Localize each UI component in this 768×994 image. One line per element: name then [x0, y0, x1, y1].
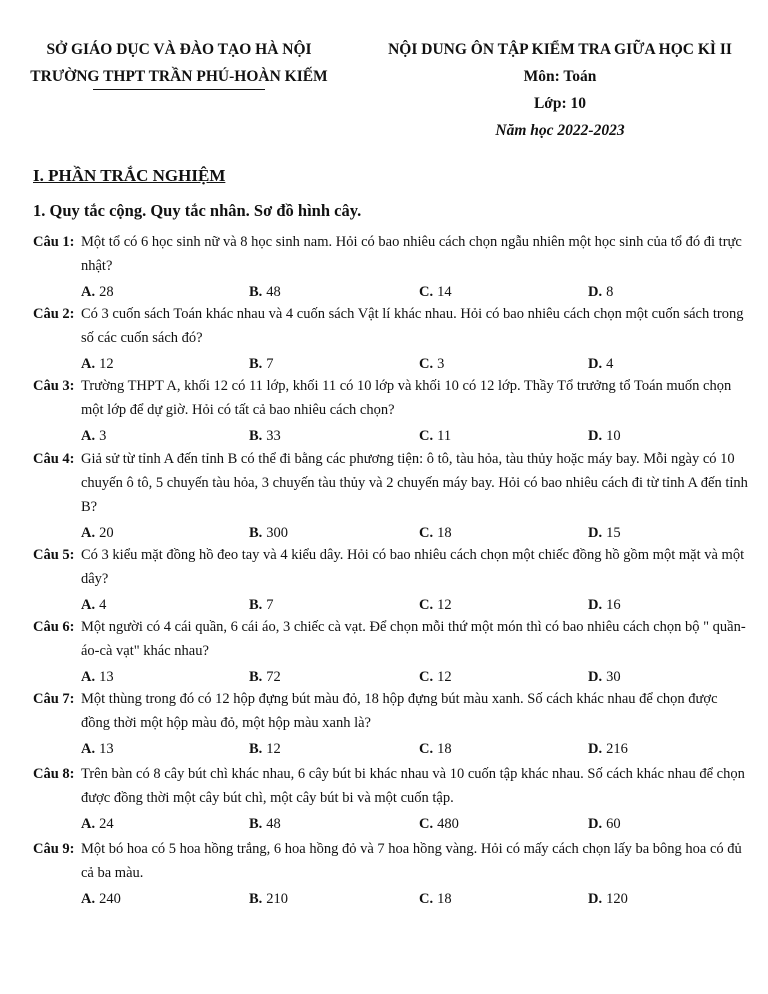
question-3	[33, 374, 748, 450]
answer-c: C. 480	[419, 816, 459, 832]
answer-a: A. 240	[81, 891, 121, 907]
answer-c: C. 14	[419, 284, 452, 300]
answer-d: D. 15	[588, 525, 621, 541]
answer-d: D. 60	[588, 816, 621, 832]
answer-b: B. 300	[249, 525, 289, 541]
header-left	[18, 36, 340, 90]
question-text: Một tổ có 6 học sinh nữ và 8 học sinh nam. Hỏi có bao nhiêu cách chọn ngẫu nhiên một học sinh của tổ đó đi trực nhật?	[81, 234, 742, 274]
question-text: Một thùng trong đó có 12 hộp đựng bút màu đỏ, 18 hộp đựng bút màu xanh. Số cách khác nhau để chọn được đồng thời một hộp màu đỏ, một hộp màu xanh là?	[81, 691, 718, 731]
question-text: Trên bàn có 8 cây bút chì khác nhau, 6 cây bút bi khác nhau và 10 cuốn tập khác nhau. Số cách khác nhau để chọn được đồng thời một cây bút chì, một cây bút bi và một cuốn tập.	[81, 766, 745, 806]
answer-b: B. 48	[249, 284, 281, 300]
answer-d: D. 8	[588, 284, 614, 300]
answer-d: D. 16	[588, 597, 621, 613]
answer-d: D. 10	[588, 428, 621, 444]
question-text: Trường THPT A, khối 12 có 11 lớp, khối 11 có 10 lớp và khối 10 có 12 lớp. Thầy Tổ trưởng tổ Toán muốn chọn một lớp để dự giờ. Hỏi có tất cả bao nhiêu cách chọn?	[81, 378, 732, 418]
document-title: NỘI DUNG ÔN TẬP KIỂM TRA GIỮA HỌC KÌ II	[388, 41, 732, 58]
answer-d: D. 4	[588, 356, 614, 372]
answer-a: A. 28	[81, 284, 114, 300]
question-8	[33, 762, 748, 838]
question-text: Có 3 cuốn sách Toán khác nhau và 4 cuốn sách Vật lí khác nhau. Hỏi có bao nhiêu cách chọn một cuốn sách trong số các cuốn sách đó?	[81, 306, 744, 346]
question-text: Một bó hoa có 5 hoa hồng trắng, 6 hoa hồng đỏ và 7 hoa hồng vàng. Hỏi có mấy cách chọn lấy ba bông hoa có đủ cả ba màu.	[81, 841, 742, 881]
header-right	[360, 36, 760, 144]
answer-b: B. 48	[249, 816, 281, 832]
answer-c: C. 18	[419, 891, 452, 907]
school-year: Năm học 2022-2023	[495, 122, 625, 139]
question-number: Câu 9:	[33, 841, 75, 857]
answer-a: A. 20	[81, 525, 114, 541]
answer-a: A. 12	[81, 356, 114, 372]
question-2	[33, 302, 748, 378]
question-number: Câu 6:	[33, 619, 75, 635]
question-text: Có 3 kiểu mặt đồng hồ đeo tay và 4 kiểu dây. Hỏi có bao nhiêu cách chọn một chiếc đồng hồ gồm một mặt và một dây?	[81, 547, 745, 587]
answer-b: B. 12	[249, 741, 281, 757]
section-title: I. PHẦN TRẮC NGHIỆM	[33, 166, 226, 185]
answer-options	[33, 887, 748, 913]
question-number: Câu 2:	[33, 306, 75, 322]
answer-a: A. 3	[81, 428, 107, 444]
header-underline	[93, 89, 265, 90]
question-number: Câu 5:	[33, 547, 75, 563]
answer-d: D. 30	[588, 669, 621, 685]
answer-c: C. 12	[419, 669, 452, 685]
answer-c: C. 12	[419, 597, 452, 613]
question-text: Giả sử từ tỉnh A đến tỉnh B có thể đi bằng các phương tiện: ô tô, tàu hỏa, tàu thủy hoặc máy bay. Mỗi ngày có 10 chuyến ô tô, 5 chuyến tàu hỏa, 3 chuyến tàu thủy và 2 chuyến máy bay. Hỏi có bao nhiêu cách đi từ tỉnh A đến tỉnh B?	[81, 451, 748, 515]
question-9	[33, 837, 748, 913]
answer-d: D. 216	[588, 741, 628, 757]
question-number: Câu 3:	[33, 378, 75, 394]
question-number: Câu 7:	[33, 691, 75, 707]
answer-c: C. 18	[419, 525, 452, 541]
question-number: Câu 4:	[33, 451, 75, 467]
answer-a: A. 24	[81, 816, 114, 832]
answer-c: C. 18	[419, 741, 452, 757]
answer-b: B. 7	[249, 597, 274, 613]
subsection-title: 1. Quy tắc cộng. Quy tắc nhân. Sơ đồ hình cây.	[33, 201, 362, 220]
question-7	[33, 687, 748, 763]
question-6	[33, 615, 748, 691]
answer-b: B. 33	[249, 428, 281, 444]
answer-options	[33, 812, 748, 838]
answer-a: A. 4	[81, 597, 107, 613]
question-5	[33, 543, 748, 619]
question-1	[33, 230, 748, 306]
answer-d: D. 120	[588, 891, 628, 907]
grade-label: Lớp: 10	[533, 95, 587, 112]
question-4	[33, 447, 748, 547]
answer-b: B. 7	[249, 356, 274, 372]
question-number: Câu 8:	[33, 766, 75, 782]
school-name: TRƯỜNG THPT TRẦN PHÚ-HOÀN KIẾM	[30, 68, 328, 85]
answer-c: C. 11	[419, 428, 452, 444]
answer-options	[33, 737, 748, 763]
answer-b: B. 72	[249, 669, 281, 685]
answer-c: C. 3	[419, 356, 445, 372]
answer-a: A. 13	[81, 669, 114, 685]
subject-label: Môn: Toán	[523, 68, 597, 85]
answer-a: A. 13	[81, 741, 114, 757]
question-number: Câu 1:	[33, 234, 75, 250]
question-text: Một người có 4 cái quần, 6 cái áo, 3 chiếc cà vạt. Để chọn mỗi thứ một món thì có bao nhiêu cách chọn bộ " quần-áo-cà vạt" khác nhau?	[81, 619, 746, 659]
answer-b: B. 210	[249, 891, 289, 907]
department-name: SỞ GIÁO DỤC VÀ ĐÀO TẠO HÀ NỘI	[46, 41, 312, 58]
